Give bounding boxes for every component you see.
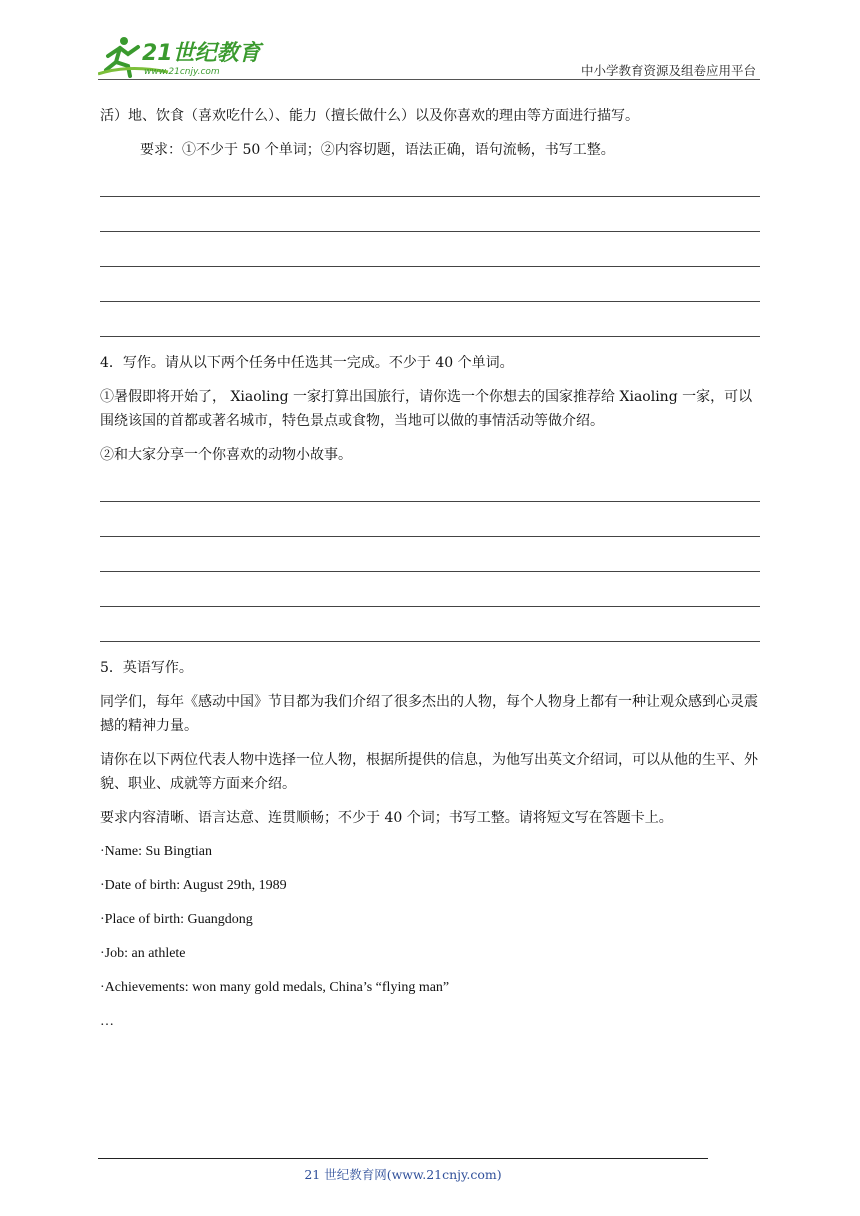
info-ellipsis: … bbox=[100, 1014, 114, 1029]
q5-paragraph-2: 请你在以下两位代表人物中选择一位人物，根据所提供的信息，为他写出英文介绍词，可以从他的生平、外貌、职业、成就等方面来介绍。 bbox=[100, 752, 758, 792]
answer-line[interactable] bbox=[100, 207, 760, 232]
q5-paragraph-1: 同学们，每年《感动中国》节目都为我们介绍了很多杰出的人物，每个人物身上都有一种让观众感到心灵震撼的精神力量。 bbox=[100, 694, 758, 734]
footer-source[interactable]: 21 世纪教育网(www.21cnjy.com) bbox=[304, 1167, 502, 1182]
answer-line[interactable] bbox=[100, 242, 760, 267]
info-job: ·Job: an athlete bbox=[100, 946, 186, 961]
platform-name: 中小学教育资源及组卷应用平台 bbox=[580, 63, 756, 78]
answer-line[interactable] bbox=[100, 617, 760, 642]
answer-line[interactable] bbox=[100, 277, 760, 302]
answer-line[interactable] bbox=[100, 312, 760, 337]
q4-option-2: ②和大家分享一个你喜欢的动物小故事。 bbox=[100, 447, 352, 463]
footer-rule bbox=[98, 1158, 708, 1159]
info-achievements: ·Achievements: won many gold medals, China’s “flying man” bbox=[100, 980, 450, 995]
q5-requirements: 要求内容清晰、语言达意、连贯顺畅；不少于 40 个词；书写工整。请将短文写在答题卡上。 bbox=[100, 810, 673, 826]
q3-continuation: 活）地、饮食（喜欢吃什么）、能力（擅长做什么）以及你喜欢的理由等方面进行描写。 bbox=[100, 108, 639, 124]
logo-url: www.21cnjy.com bbox=[144, 67, 220, 77]
q4-title: 4．写作。请从以下两个任务中任选其一完成。不少于 40 个单词。 bbox=[100, 355, 514, 371]
page-header bbox=[98, 34, 760, 80]
answer-line[interactable] bbox=[100, 582, 760, 607]
answer-line[interactable] bbox=[100, 477, 760, 502]
q3-requirements: 要求：①不少于 50 个单词；②内容切题，语法正确，语句流畅，书写工整。 bbox=[140, 142, 615, 158]
info-name: ·Name: Su Bingtian bbox=[100, 844, 212, 859]
answer-line[interactable] bbox=[100, 547, 760, 572]
answer-line[interactable] bbox=[100, 512, 760, 537]
q3-answer-lines bbox=[100, 172, 760, 337]
worksheet-content bbox=[100, 104, 760, 1044]
q4-option-1: ①暑假即将开始了， Xiaoling 一家打算出国旅行，请你选一个你想去的国家推荐给 Xiaoling 一家，可以围绕该国的首都或著名城市，特色景点或食物，当地可以做的事情活动等做介绍。 bbox=[100, 389, 753, 429]
info-birth-date: ·Date of birth: August 29th, 1989 bbox=[100, 878, 287, 893]
logo-title: 21世纪教育 bbox=[142, 41, 261, 66]
q4-answer-lines bbox=[100, 477, 760, 642]
header-rule bbox=[98, 79, 760, 80]
site-logo bbox=[98, 34, 268, 78]
info-birth-place: ·Place of birth: Guangdong bbox=[100, 912, 253, 927]
answer-line[interactable] bbox=[100, 172, 760, 197]
q5-title: 5．英语写作。 bbox=[100, 660, 193, 676]
